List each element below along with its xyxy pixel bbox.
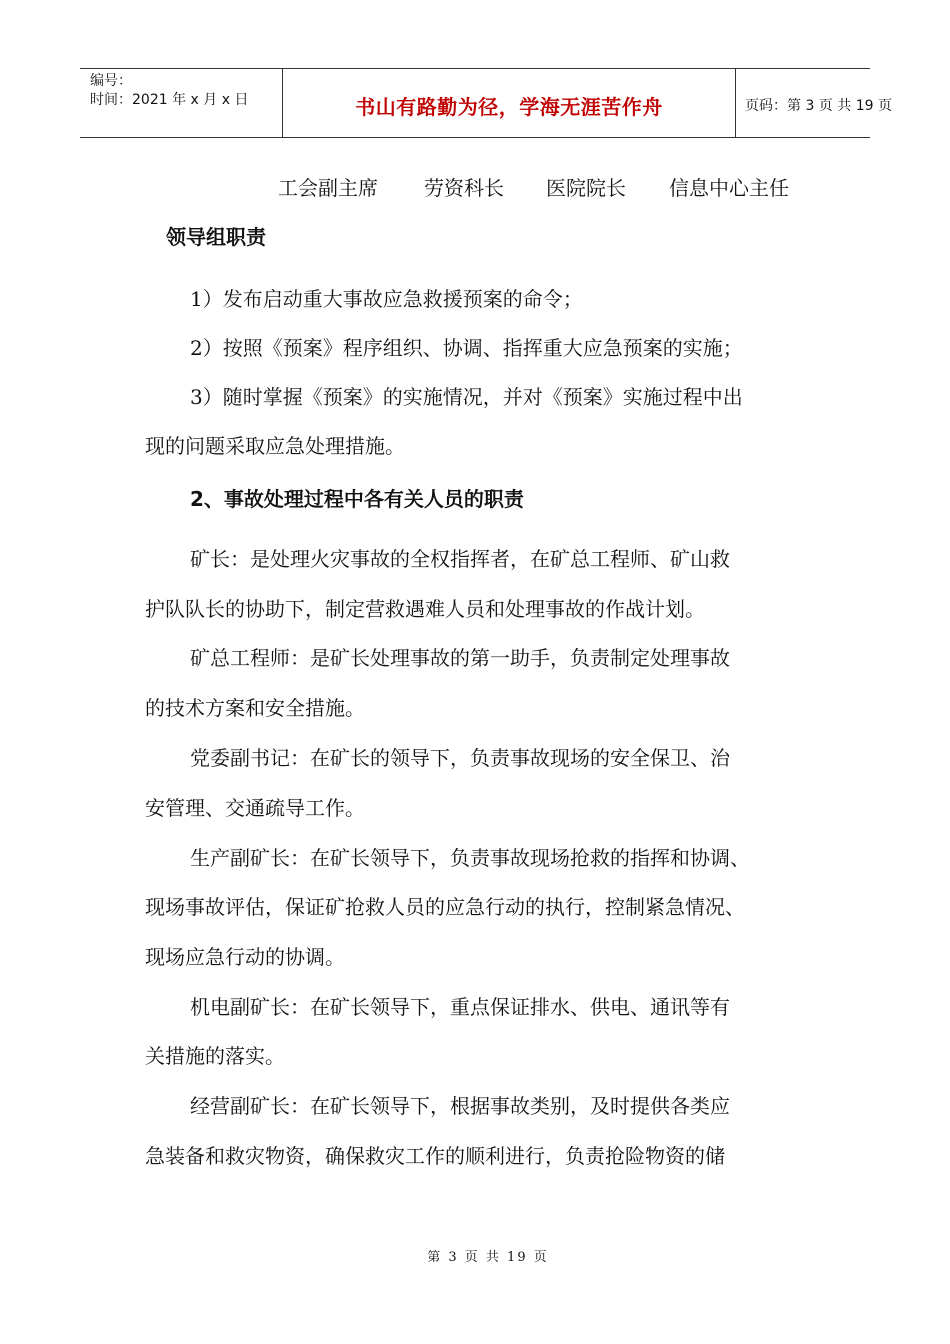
paragraph-line: 急装备和救灾物资，确保救灾工作的顺利进行，负责抢险物资的储 [145,1144,725,1168]
page-footer: 第 3 页 共 19 页 [427,1250,549,1265]
paragraph-line: 3）随时掌握《预案》的实施情况，并对《预案》实施过程中出 [190,385,743,409]
paragraph-line: 现场事故评估，保证矿抢救人员的应急行动的执行，控制紧急情况、 [145,895,745,919]
position-title: 医院院长 [546,176,626,200]
section-heading: 领导组职责 [166,225,266,249]
header-motto: 书山有路勤为径，学海无涯苦作舟 [355,95,663,119]
paragraph-line: 1）发布启动重大事故应急救援预案的命令； [190,287,583,311]
paragraph-line: 矿长：是处理火灾事故的全权指挥者，在矿总工程师、矿山救 [190,547,730,571]
paragraph-line: 现场应急行动的协调。 [145,945,345,969]
paragraph-line: 经营副矿长：在矿长领导下，根据事故类别，及时提供各类应 [190,1094,730,1118]
position-title: 工会副主席 [278,176,378,200]
page-header [80,68,892,138]
paragraph-line: 现的问题采取应急处理措施。 [145,434,405,458]
paragraph-line: 矿总工程师：是矿长处理事故的第一助手，负责制定处理事故 [190,646,730,670]
paragraph-line: 生产副矿长：在矿长领导下，负责事故现场抢救的指挥和协调、 [190,846,750,870]
header-right-cell [735,69,892,137]
document-number-label: 编号： [90,73,132,89]
paragraph-line: 党委副书记：在矿长的领导下，负责事故现场的安全保卫、治 [190,746,730,770]
header-left-cell [80,69,282,137]
section-heading: 2、事故处理过程中各有关人员的职责 [190,487,524,511]
paragraph-line: 机电副矿长：在矿长领导下，重点保证排水、供电、通讯等有 [190,995,730,1019]
paragraph-line: 关措施的落实。 [145,1044,285,1068]
paragraph-line: 护队队长的协助下，制定营救遇难人员和处理事故的作战计划。 [145,597,705,621]
paragraph-line: 的技术方案和安全措施。 [145,696,365,720]
header-middle-cell [282,69,736,137]
position-title: 信息中心主任 [669,176,789,200]
document-date-label: 时间：2021 年 x 月 x 日 [90,92,249,108]
paragraph-line: 2）按照《预案》程序组织、协调、指挥重大应急预案的实施； [190,336,743,360]
position-title: 劳资科长 [424,176,504,200]
paragraph-line: 安管理、交通疏导工作。 [145,796,365,820]
header-page-info: 页码：第 3 页 共 19 页 [745,98,892,114]
